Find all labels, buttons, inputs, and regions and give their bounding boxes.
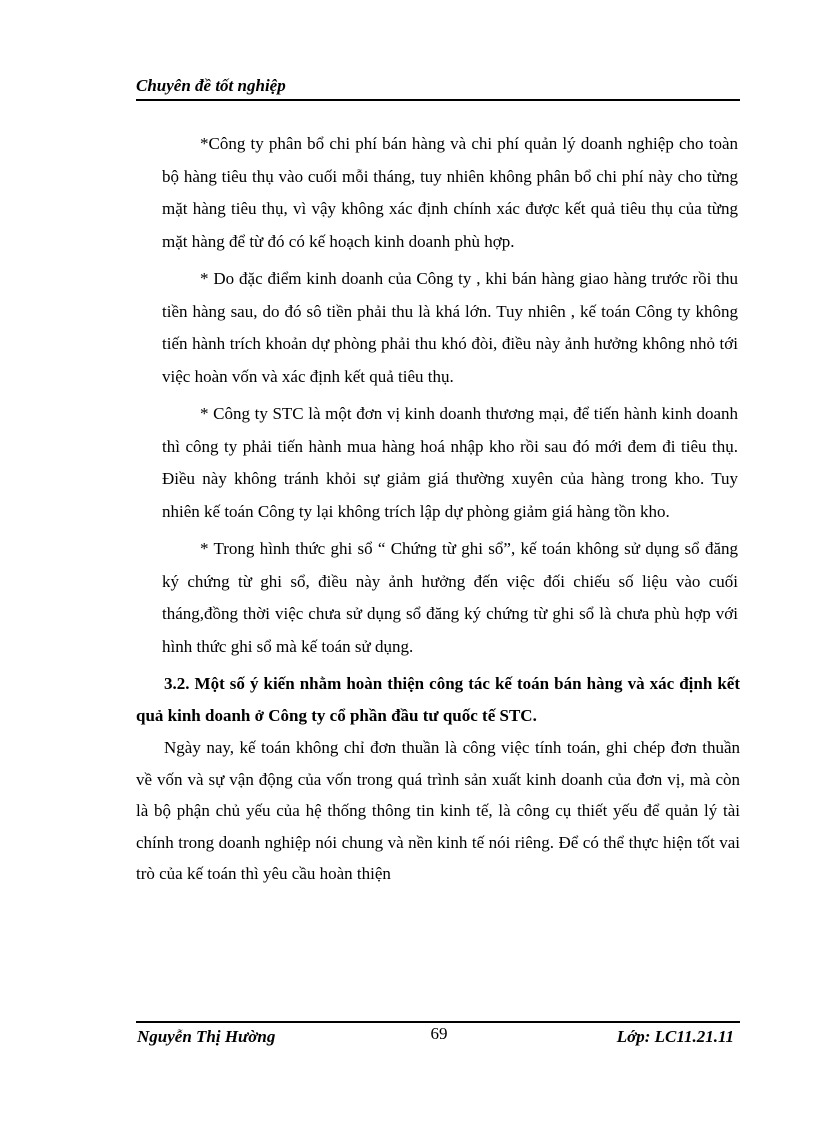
section-heading: 3.2. Một số ý kiến nhằm hoàn thiện công tác kế toán bán hàng và xác định kết quả kinh doanh ở Công ty cổ phần đầu tư quốc tế STC. <box>136 674 740 725</box>
page-number: 69 <box>430 1024 448 1043</box>
header-divider <box>136 99 740 101</box>
paragraph-inventory: * Công ty STC là một đơn vị kinh doanh thương mại, để tiến hành kinh doanh thì công ty phải tiến hành mua hàng hoá nhập kho rồi sau đó mới đem đi tiêu thụ. Điều này không tránh khỏi sự giảm giá thường xuyên của hàng trong kho. Tuy nhiên kế toán Công ty lại không trích lập dự phòng giảm giá hàng tồn kho. <box>162 404 738 521</box>
paragraph-bookkeeping: * Trong hình thức ghi sổ “ Chứng từ ghi sổ”, kế toán không sử dụng sổ đăng ký chứng từ ghi sổ, điều này ảnh hưởng đến việc đối chiếu số liệu vào cuối tháng,đồng thời việc chưa sử dụng sổ đăng ký chứng từ ghi sổ là chưa phù hợp với hình thức ghi sổ mà kế toán sử dụng. <box>162 539 738 656</box>
footer-class: Lớp: LC11.21.11 <box>616 1027 734 1046</box>
footer-author: Nguyễn Thị Hường <box>137 1027 276 1046</box>
paragraph-receivables: * Do đặc điểm kinh doanh của Công ty , khi bán hàng giao hàng trước rồi thu tiền hàng sau, do đó sô tiền phải thu là khá lớn. Tuy nhiên , kế toán Công ty không tiến hành trích khoản dự phòng phải thu khó đòi, điều này ảnh hưởng không nhỏ tới việc hoàn vốn và xác định kết quả tiêu thụ. <box>162 269 738 386</box>
section-body: Ngày nay, kế toán không chỉ đơn thuần là công việc tính toán, ghi chép đơn thuần về vốn và sự vận động của vốn trong quá trình sản xuất kinh doanh của đơn vị, mà còn là bộ phận chủ yếu của hệ thống thông tin kinh tế, là công cụ thiết yếu để quản lý tài chính trong doanh nghiệp nói chung và nền kinh tế nói riêng. Để có thể thực hiện tốt vai trò của kế toán thì yêu cầu hoàn thiện <box>136 738 740 883</box>
footer-divider <box>136 1021 740 1023</box>
paragraph-cost-allocation: *Công ty phân bổ chi phí bán hàng và chi phí quản lý doanh nghiệp cho toàn bộ hàng tiêu thụ vào cuối mỗi tháng, tuy nhiên không phân bổ chi phí này cho từng mặt hàng tiêu thụ, vì vậy không xác định chính xác được kết quả tiêu thụ của từng mặt hàng để từ đó có kế hoạch kinh doanh phù hợp. <box>162 134 738 251</box>
page-content <box>136 128 740 890</box>
page-header-title: Chuyên đề tốt nghiệp <box>136 76 286 95</box>
